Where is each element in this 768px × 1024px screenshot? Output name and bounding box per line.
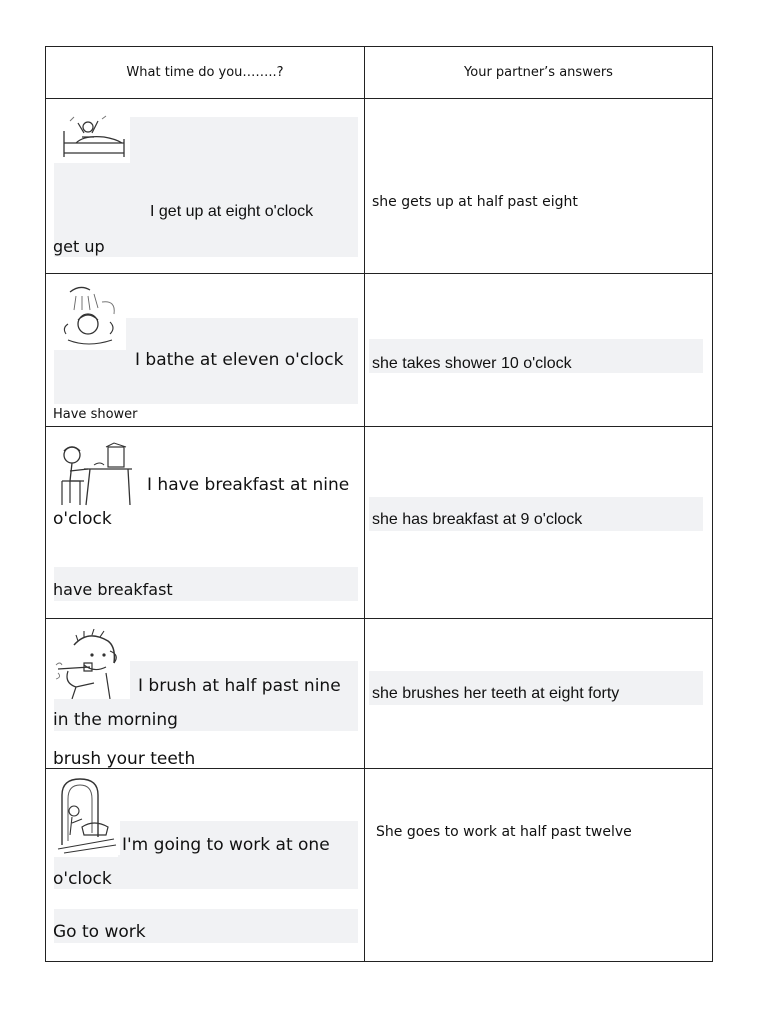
going-to-work-icon [54,775,120,855]
person-waking-in-bed-icon [54,113,130,163]
sentence-text-line2: o'clock [53,869,112,889]
activity-cell-go-to-work [46,769,365,962]
text-highlight [130,117,358,257]
partner-answer[interactable]: she gets up at half past eight [372,194,578,210]
activity-cell-get-up [46,99,365,274]
sentence-text-line1: I have breakfast at nine [147,475,350,495]
sentence-text-line1: I brush at half past nine [138,676,341,696]
sentence-text-line1: I'm going to work at one [122,835,330,855]
boy-brushing-teeth-icon [54,627,130,699]
partner-answer[interactable]: she has breakfast at 9 o'clock [372,511,583,528]
header-partner-answers: Your partner’s answers [365,47,713,99]
answer-cell-get-up [365,99,713,274]
person-under-shower-icon [54,284,126,350]
worksheet [45,46,712,963]
activity-label: Go to work [53,922,146,942]
answer-cell-brush-teeth [365,619,713,769]
header-what-time: What time do you……..? [46,47,365,99]
sentence-text: I get up at eight o'clock [150,203,314,220]
partner-answer[interactable]: she brushes her teeth at eight forty [372,685,620,702]
activity-label: Have shower [53,407,138,422]
answer-cell-breakfast [365,427,713,619]
partner-answer[interactable]: she takes shower 10 o'clock [372,355,572,372]
partner-answer[interactable]: She goes to work at half past twelve [376,824,632,840]
activity-cell-breakfast [46,427,365,619]
worksheet-table [45,46,713,962]
text-highlight [118,821,358,889]
activity-label: have breakfast [53,580,173,599]
answer-cell-go-to-work [365,769,713,962]
boy-eating-breakfast-icon [54,441,132,507]
sentence-text-line2: in the morning [53,710,178,730]
activity-label: brush your teeth [53,749,196,769]
activity-cell-shower [46,274,365,427]
activity-label: get up [53,237,105,256]
sentence-text: I bathe at eleven o'clock [135,350,344,370]
sentence-text-line2: o'clock [53,509,112,529]
activity-cell-brush-teeth [46,619,365,769]
answer-cell-shower [365,274,713,427]
